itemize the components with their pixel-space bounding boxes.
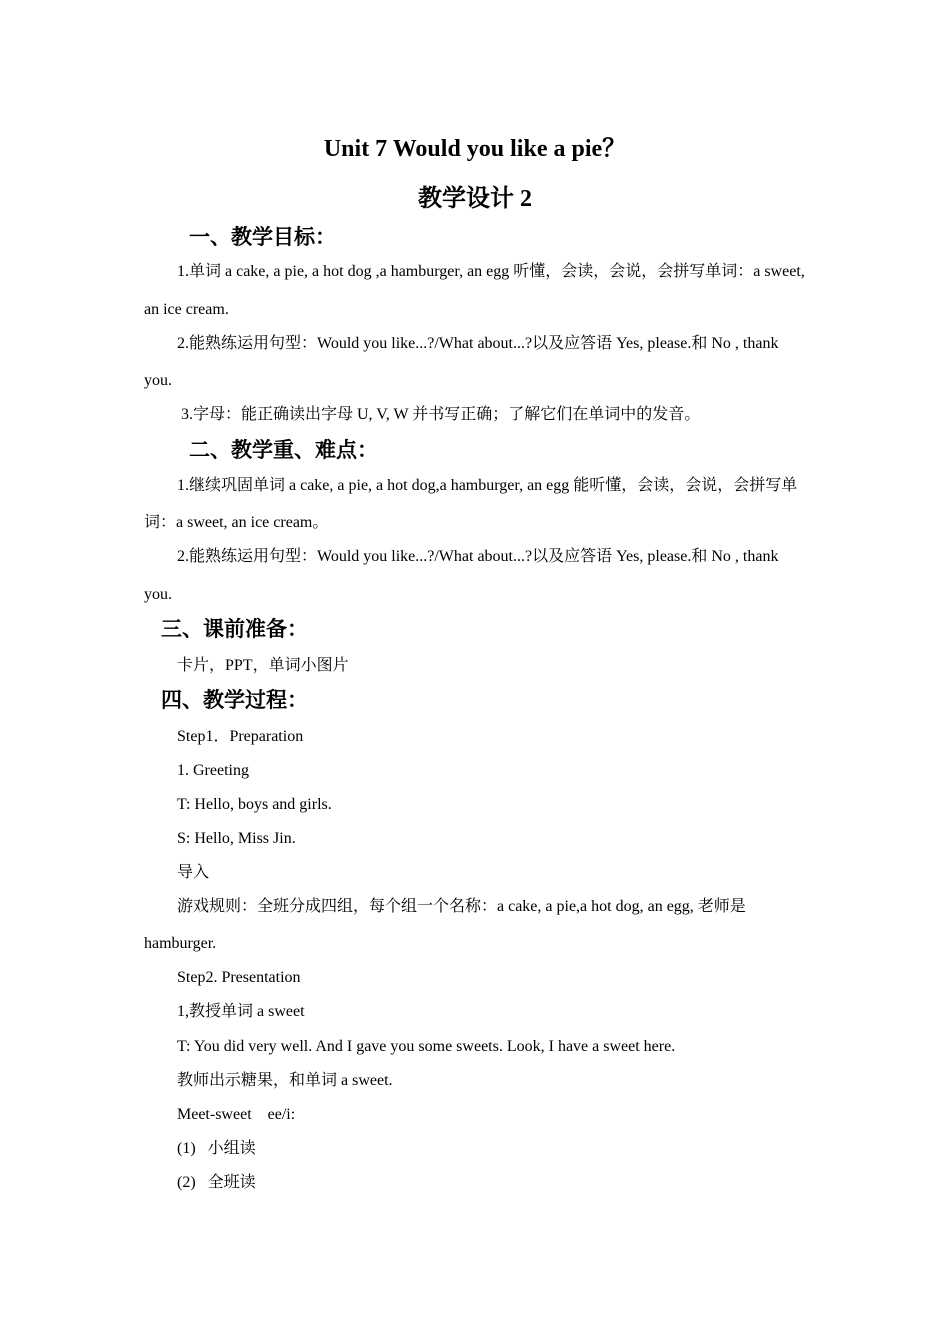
read-step-1: (1) 小组读 (177, 1140, 256, 1157)
game-rule-line1: 游戏规则：全班分成四组，每个组一个名称：a cake, a pie,a hot dog, an egg, 老师是 (177, 898, 746, 915)
document-subtitle: 教学设计 2 (418, 186, 532, 212)
section2-item2-line2: you. (144, 586, 172, 603)
step2-heading: Step2. Presentation (177, 969, 301, 986)
section1-item1-line1: 1.单词 a cake, a pie, a hot dog ,a hamburger, an egg 听懂，会读，会说，会拼写单词：a sweet, (177, 263, 805, 280)
teacher-line-2: T: You did very well. And I gave you some sweets. Look, I have a sweet here. (177, 1038, 676, 1055)
section3-heading: 三、课前准备： (161, 617, 308, 641)
section2-item1-line2: 词：a sweet, an ice cream。 (144, 514, 329, 531)
read-step-2: (2) 全班读 (177, 1174, 256, 1191)
section2-item2-line1: 2.能熟练运用句型：Would you like...?/What about...?以及应答语 Yes, please.和 No , thank (177, 548, 779, 565)
student-line-1: S: Hello, Miss Jin. (177, 830, 296, 847)
section1-heading: 一、教学目标： (189, 225, 336, 249)
document-title: Unit 7 Would you like a pie？ (323, 136, 627, 162)
teacher-line-1: T: Hello, boys and girls. (177, 796, 332, 813)
section1-item2-line2: you. (144, 372, 172, 389)
meet-sweet-line: Meet-sweet ee/i: (177, 1106, 296, 1123)
lead-in: 导入 (177, 864, 210, 881)
section1-item3: 3.字母：能正确读出字母 U, V, W 并书写正确；了解它们在单词中的发音。 (181, 406, 701, 423)
section1-item2-line1: 2.能熟练运用句型：Would you like...?/What about...?以及应答语 Yes, please.和 No , thank (177, 335, 779, 352)
section3-content: 卡片，PPT，单词小图片 (177, 657, 349, 674)
section2-heading: 二、教学重、难点： (189, 438, 378, 462)
greeting-item: 1. Greeting (177, 762, 249, 779)
section4-heading: 四、教学过程： (161, 688, 308, 712)
section2-item1-line1: 1.继续巩固单词 a cake, a pie, a hot dog,a hamburger, an egg 能听懂，会读，会说，会拼写单 (177, 477, 798, 494)
game-rule-line2: hamburger. (144, 935, 217, 952)
section1-item1-line2: an ice cream. (144, 301, 229, 318)
show-candy-line: 教师出示糖果，和单词 a sweet. (177, 1072, 393, 1089)
step1-heading: Step1．Preparation (177, 728, 304, 745)
teach-word-item: 1,教授单词 a sweet (177, 1003, 305, 1020)
